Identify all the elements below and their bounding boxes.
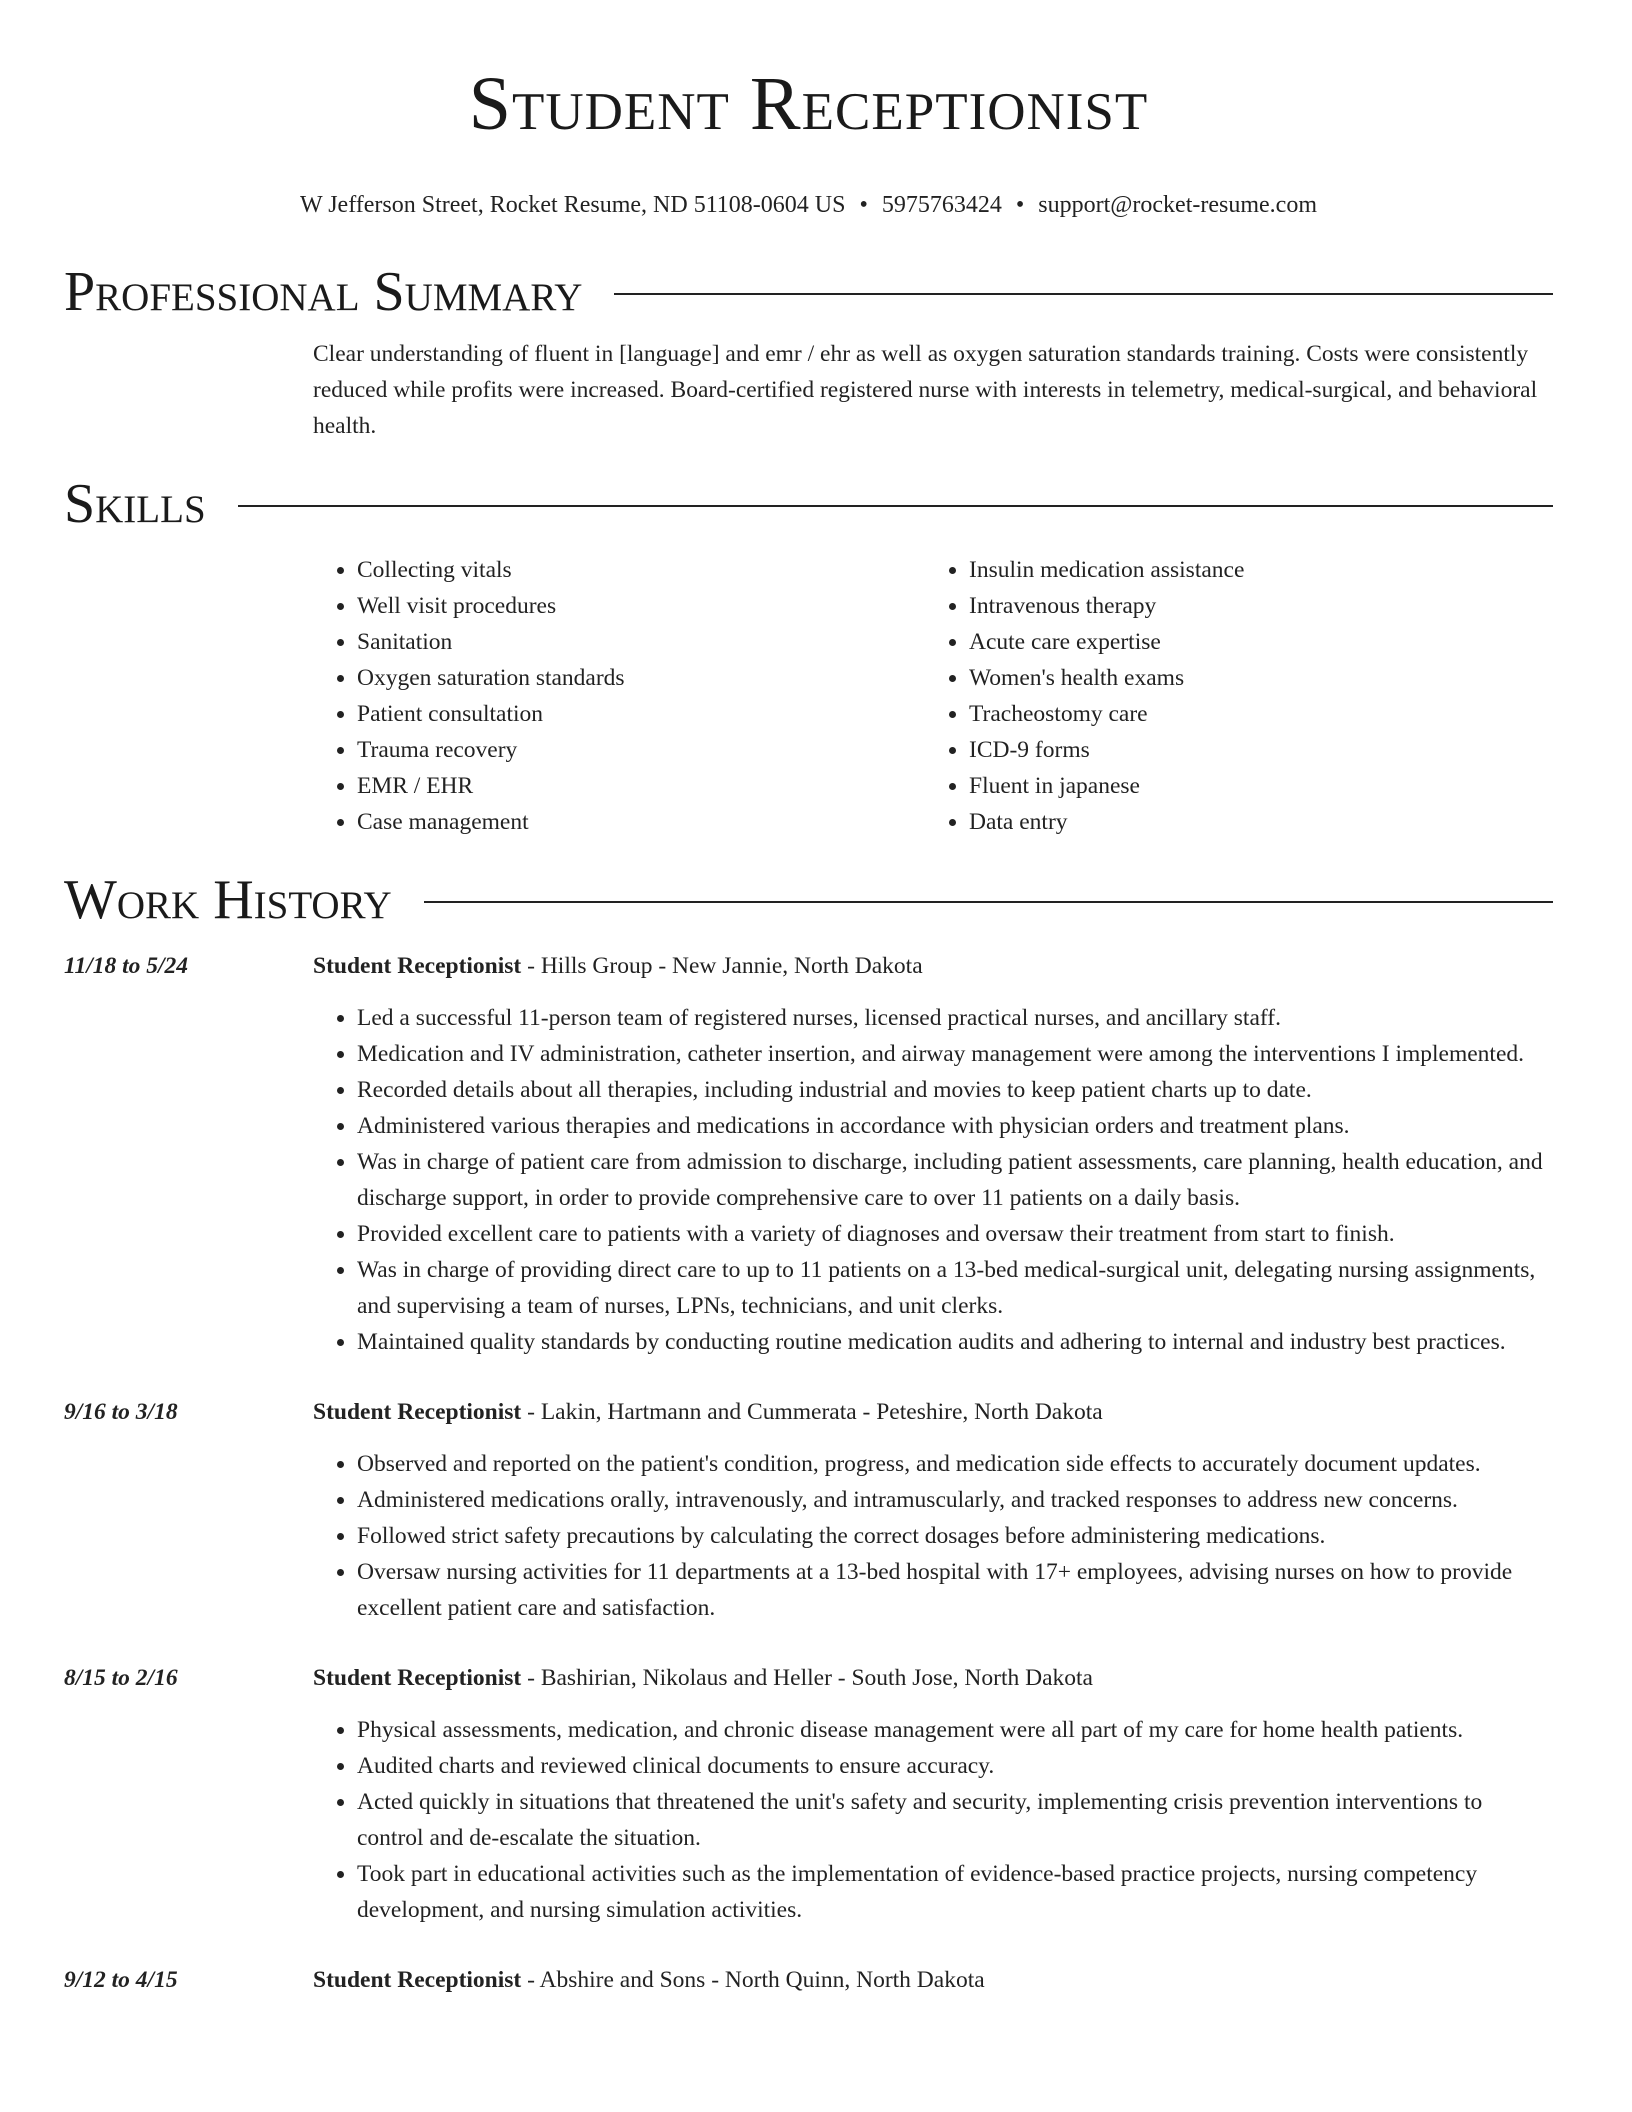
contact-separator: • [1015,192,1025,218]
job-employer: - Lakin, Hartmann and Cummerata - Peteshire, North Dakota [521,1399,1103,1425]
work-section-header [64,868,1553,932]
job-bullets [313,1712,1553,1928]
skill-item: • ICD-9 forms [969,732,1537,768]
section-divider [424,901,1553,903]
work-title: Work History [64,869,392,931]
skill-item: • EMR / EHR [357,768,925,804]
skills-column-right [925,552,1537,840]
skills-column-left [313,552,925,840]
job-content [313,948,1553,1360]
job-entry [64,1962,1553,1998]
job-bullet: • Physical assessments, medication, and chronic disease management were all part of my care for home health patients. [357,1712,1553,1748]
skill-item: • Patient consultation [357,696,925,732]
section-divider [238,505,1553,507]
job-bullet: • Administered medications orally, intravenously, and intramuscularly, and tracked responses to address new concerns. [357,1482,1553,1518]
job-bullet: • Audited charts and reviewed clinical documents to ensure accuracy. [357,1748,1553,1784]
skill-item: • Sanitation [357,624,925,660]
job-bullet: • Was in charge of patient care from admission to discharge, including patient assessments, care planning, health education, and discharge support, in order to provide comprehensive care to over 11 patients on a daily basis. [357,1144,1553,1216]
summary-section-header [64,260,1553,324]
job-role: Student Receptionist [313,953,522,979]
job-heading [313,1962,1553,1998]
skill-item: • Collecting vitals [357,552,925,588]
skill-item: • Case management [357,804,925,840]
job-bullet: • Maintained quality standards by conducting routine medication audits and adhering to internal and industry best practices. [357,1324,1553,1360]
job-heading [313,1394,1553,1430]
job-bullet: • Took part in educational activities such as the implementation of evidence-based practice projects, nursing competency development, and nursing simulation activities. [357,1856,1553,1928]
job-bullets [313,1000,1553,1360]
job-employer: - Hills Group - New Jannie, North Dakota [521,953,923,979]
job-bullet: • Led a successful 11-person team of registered nurses, licensed practical nurses, and ancillary staff. [357,1000,1553,1036]
summary-text: Clear understanding of fluent in [language] and emr / ehr as well as oxygen saturation standards training. Costs were consistently reduced while profits were increased. Board-certified registered nurse with interests in telemetry, medical-surgical, and behavioral health. [313,341,1538,439]
summary-title: Professional Summary [64,261,583,323]
job-bullet: • Was in charge of providing direct care to up to 11 patients on a 13-bed medical-surgical unit, delegating nursing assignments, and supervising a team of nurses, LPNs, technicians, and unit clerks. [357,1252,1553,1324]
job-heading [313,948,1553,984]
section-divider [614,293,1553,295]
job-bullet: • Recorded details about all therapies, including industrial and movies to keep patient charts up to date. [357,1072,1553,1108]
job-dates: 8/15 to 2/16 [64,1665,178,1691]
skill-item: • Tracheostomy care [969,696,1537,732]
job-content [313,1394,1553,1626]
job-bullet: • Followed strict safety precautions by calculating the correct dosages before administering medications. [357,1518,1553,1554]
job-bullets [313,1446,1553,1626]
job-bullet: • Oversaw nursing activities for 11 departments at a 13-bed hospital with 17+ employees, advising nurses on how to provide excellent patient care and satisfaction. [357,1554,1553,1626]
job-heading [313,1660,1553,1696]
contact-address: W Jefferson Street, Rocket Resume, ND 51108-0604 US [300,192,846,218]
job-bullet: • Observed and reported on the patient's condition, progress, and medication side effects to accurately document updates. [357,1446,1553,1482]
job-entry [64,948,1553,1360]
skills-section-header [64,472,1553,536]
job-bullet: • Administered various therapies and medications in accordance with physician orders and treatment plans. [357,1108,1553,1144]
job-content [313,1660,1553,1928]
skill-item: • Trauma recovery [357,732,925,768]
job-dates: 9/16 to 3/18 [64,1399,178,1425]
job-bullet: • Provided excellent care to patients with a variety of diagnoses and oversaw their treatment from start to finish. [357,1216,1553,1252]
skill-item: • Data entry [969,804,1537,840]
skill-item: • Acute care expertise [969,624,1537,660]
skills-title: Skills [64,473,206,535]
resume-name: Student Receptionist [468,62,1149,146]
job-entry [64,1394,1553,1626]
job-role: Student Receptionist [313,1967,522,1993]
job-dates: 9/12 to 4/15 [64,1967,178,1993]
job-bullet: • Medication and IV administration, catheter insertion, and airway management were among the interventions I implemented. [357,1036,1553,1072]
job-role: Student Receptionist [313,1399,522,1425]
resume-page [64,0,1553,1998]
skill-item: • Insulin medication assistance [969,552,1537,588]
skill-item: • Fluent in japanese [969,768,1537,804]
skill-item: • Intravenous therapy [969,588,1537,624]
job-employer: - Bashirian, Nikolaus and Heller - South Jose, North Dakota [521,1665,1093,1691]
skills-list [313,552,1553,840]
job-role: Student Receptionist [313,1665,522,1691]
job-entry [64,1660,1553,1928]
job-content [313,1962,1553,1998]
skill-item: • Women's health exams [969,660,1537,696]
contact-phone: 5975763424 [881,192,1002,218]
job-employer: - Abshire and Sons - North Quinn, North Dakota [521,1967,985,1993]
skill-item: • Well visit procedures [357,588,925,624]
job-bullet: • Acted quickly in situations that threatened the unit's safety and security, implementing crisis prevention interventions to control and de-escalate the situation. [357,1784,1553,1856]
job-dates: 11/18 to 5/24 [64,953,189,979]
contact-separator: • [859,192,868,218]
skill-item: • Oxygen saturation standards [357,660,925,696]
contact-email: support@rocket-resume.com [1038,192,1317,218]
contact-line [64,190,1553,220]
